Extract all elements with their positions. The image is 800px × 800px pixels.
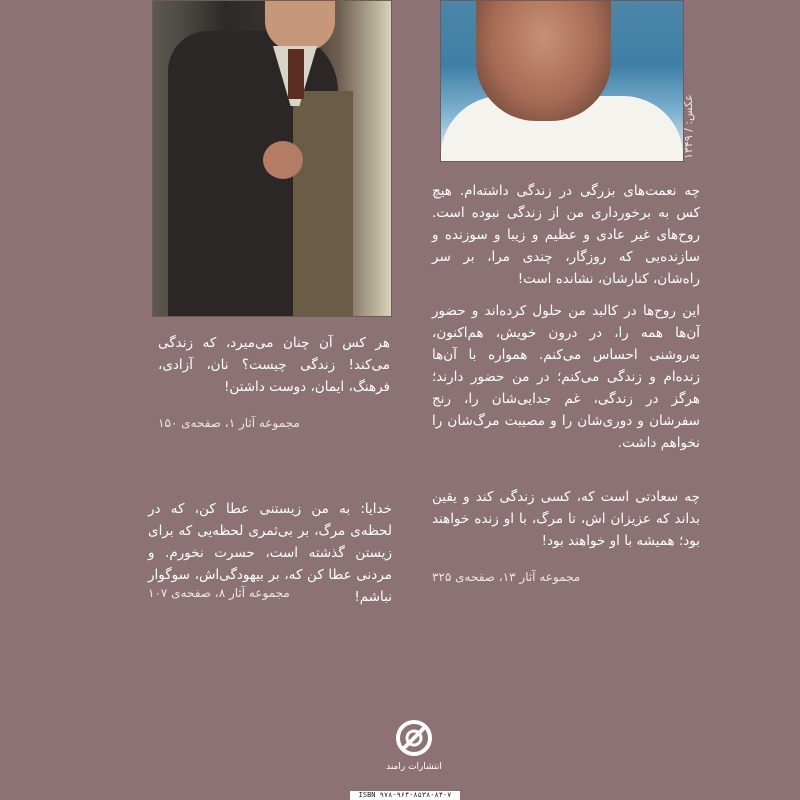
right-paragraph-1: چه نعمت‌های بزرگی در زندگی داشته‌ام. هیچ کس به برخورداری من از زندگی نبوده است. روح‌های غیر عادی و عظیم و زیبا و سوزنده و سازنده‌یی که روزگار، چندی مرا، بر سر راه‌شان، کنارشان، نشانده است! (432, 183, 700, 287)
right-source: مجموعه آثار ۱۳، صفحه‌ی ۳۲۵ (432, 570, 581, 584)
publisher-logo-icon (394, 718, 434, 758)
photo-portrait-smiling (440, 0, 684, 162)
photo-man-in-coat (152, 0, 392, 317)
right-paragraph-2: این روح‌ها در کالبد من حلول کرده‌اند و حضور آن‌ها همه را، در درون خویش، هم‌اکنون، به‌روشنی احساس می‌کنم. همواره با آن‌ها زنده‌ام و زندگی می‌کنم؛ در من حضور دارند؛ هرگز در زندگی، غم جدایی‌شان را، رنج سفرشان و دوری‌شان را و مصیبت مرگ‌شان را نخواهم داشت. (432, 303, 700, 451)
left-source-1: مجموعه آثار ۱، صفحه‌ی ۱۵۰ (158, 416, 300, 430)
left-quote-2: خدایا: به من زیستنی عطا کن، که در لحظه‌ی مرگ، بر بی‌ثمری لحظه‌یی که برای زیستن گذشته است، حسرت نخورم. و مردنی عطا کن که، بر بیهودگی‌اش، سوگوار نباشم! (148, 501, 392, 605)
photo-credit: عکس: / ۱۳۴۹ (682, 94, 695, 160)
publisher-name: انتشارات رامند (386, 762, 442, 772)
left-quote-1: هر کس آن چنان می‌میرد، که زندگی می‌کند! زندگی چیست؟ نان، آزادی، فرهنگ، ایمان، دوست داشتن! (158, 335, 390, 395)
right-paragraph-3: چه سعادتی است که، کسی زندگی کند و یقین بداند که عزیزان اش، تا مرگ، با او زنده خواهند بود؛ همیشه با او خواهند بود! (432, 489, 700, 549)
isbn-strip: ISBN ۹۷۸-۹۶۴-۸۵۳۸-۸۴-۷ (350, 791, 460, 800)
left-source-2: مجموعه آثار ۸، صفحه‌ی ۱۰۷ (148, 586, 290, 600)
